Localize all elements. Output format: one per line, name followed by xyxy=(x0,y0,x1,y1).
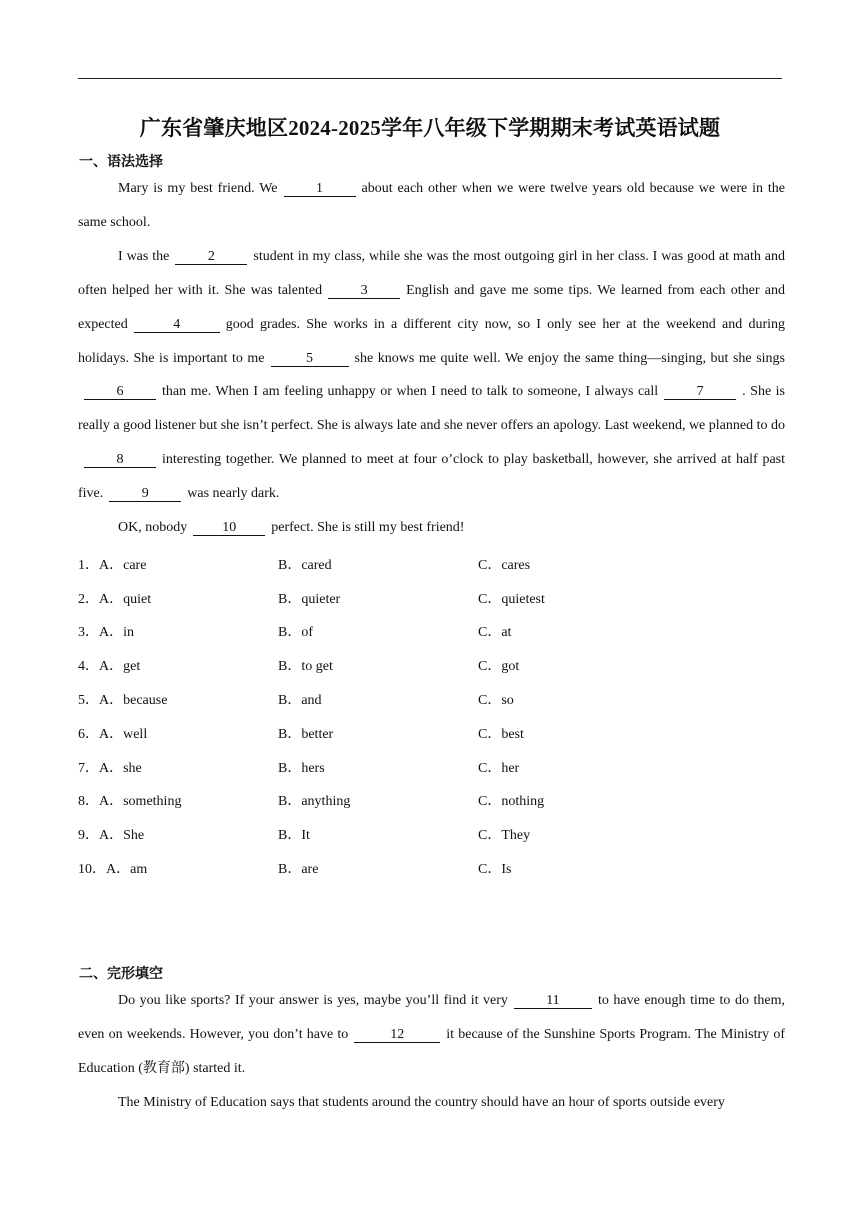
blank-4: 4 xyxy=(134,317,220,333)
blank-5: 5 xyxy=(271,351,349,367)
option-c: C．They xyxy=(478,828,531,844)
section-heading-grammar: 一、语法选择 xyxy=(79,154,163,170)
blank-7: 7 xyxy=(664,384,736,400)
option-row: 1．A．care B．cared C．cares xyxy=(78,547,778,581)
blank-11: 11 xyxy=(514,993,592,1009)
option-c: C．cares xyxy=(478,557,531,573)
header-rule xyxy=(78,78,782,79)
blank-8: 8 xyxy=(84,452,156,468)
option-c: C．her xyxy=(478,760,520,776)
answer-options xyxy=(78,547,778,885)
option-b: B．quieter xyxy=(278,591,341,607)
option-a: A．well xyxy=(99,726,148,742)
option-row: 10．A．am B．are C．Is xyxy=(78,851,778,885)
option-b: B．hers xyxy=(278,760,325,776)
option-c: C．so xyxy=(478,693,514,709)
section-heading-cloze: 二、完形填空 xyxy=(79,966,163,982)
blank-2: 2 xyxy=(175,249,247,265)
page-title: 广东省肇庆地区2024-2025学年八年级下学期期末考试英语试题 xyxy=(139,116,721,140)
option-b: B．and xyxy=(278,693,322,709)
paragraph: OK, nobody 10 perfect. She is still my best friend! xyxy=(118,520,465,536)
option-b: B．are xyxy=(278,862,319,878)
blank-9: 9 xyxy=(109,486,181,502)
option-c: C．at xyxy=(478,625,512,641)
option-a: A．am xyxy=(106,862,148,878)
option-a: A．get xyxy=(99,659,141,675)
option-a: A．She xyxy=(99,828,145,844)
option-a: A．something xyxy=(99,794,182,810)
paragraph: The Ministry of Education says that students around the country should have an hour of sports outside every xyxy=(118,1094,725,1110)
option-a: A．care xyxy=(99,557,147,573)
passage-cloze xyxy=(78,984,785,1120)
option-a: A．in xyxy=(99,625,134,641)
option-c: C．best xyxy=(478,726,524,742)
option-a: A．quiet xyxy=(99,591,152,607)
option-row: 6．A．well B．better C．best xyxy=(78,716,778,750)
paragraph: I was the 2 student in my class, while she was the most outgoing girl in her class. I was good at math and often helped her with it. She was talented 3 English and gave me some tips. We learned from each other and expected 4 good grades. She works in a different city now, so I only see her at the weekend and during holidays. She is important to me 5 she knows me quite well. We enjoy the same thing—singing, but she sings6 than me. When I am feeling unhappy or when I need to talk to someone, I always call 7 . She is really a good listener but she isn’t perfect. She is always late and she never offers an apology. Last weekend, we planned to do8 interesting together. We planned to meet at four o’clock to play basketball, however, she arrived at half past five. 9 was nearly dark. xyxy=(78,248,786,502)
option-row: 9．A．She B．It C．They xyxy=(78,817,778,851)
option-c: C．Is xyxy=(478,862,512,878)
passage-grammar xyxy=(78,172,785,545)
option-row: 8．A．something B．anything C．nothing xyxy=(78,784,778,818)
option-b: B．better xyxy=(278,726,334,742)
option-a: A．because xyxy=(99,693,168,709)
option-b: B．It xyxy=(278,828,310,844)
paragraph: Do you like sports? If your answer is yes, maybe you’ll find it very 11 to have enough time to do them, even on weekends. However, you don’t have to 12 it because of the Sunshine Sports Program. The Ministry of Education (教育部) started it. xyxy=(78,993,785,1076)
option-row: 7．A．she B．hers C．her xyxy=(78,750,778,784)
option-row: 4．A．get B．to get C．got xyxy=(78,648,778,682)
option-a: A．she xyxy=(99,760,142,776)
option-b: B．anything xyxy=(278,794,351,810)
blank-12: 12 xyxy=(354,1027,440,1043)
blank-3: 3 xyxy=(328,283,400,299)
option-b: B．of xyxy=(278,625,313,641)
option-b: B．to get xyxy=(278,659,333,675)
option-b: B．cared xyxy=(278,557,332,573)
blank-6: 6 xyxy=(84,384,156,400)
option-c: C．quietest xyxy=(478,591,545,607)
blank-10: 10 xyxy=(193,520,265,536)
option-c: C．nothing xyxy=(478,794,545,810)
option-row: 3．A．in B．of C．at xyxy=(78,615,778,649)
paragraph: Mary is my best friend. We 1 about each other when we were twelve years old because we were in the same school. xyxy=(78,181,785,230)
option-row: 5．A．because B．and C．so xyxy=(78,682,778,716)
option-row: 2．A．quiet B．quieter C．quietest xyxy=(78,581,778,615)
blank-1: 1 xyxy=(284,181,356,197)
option-c: C．got xyxy=(478,659,520,675)
